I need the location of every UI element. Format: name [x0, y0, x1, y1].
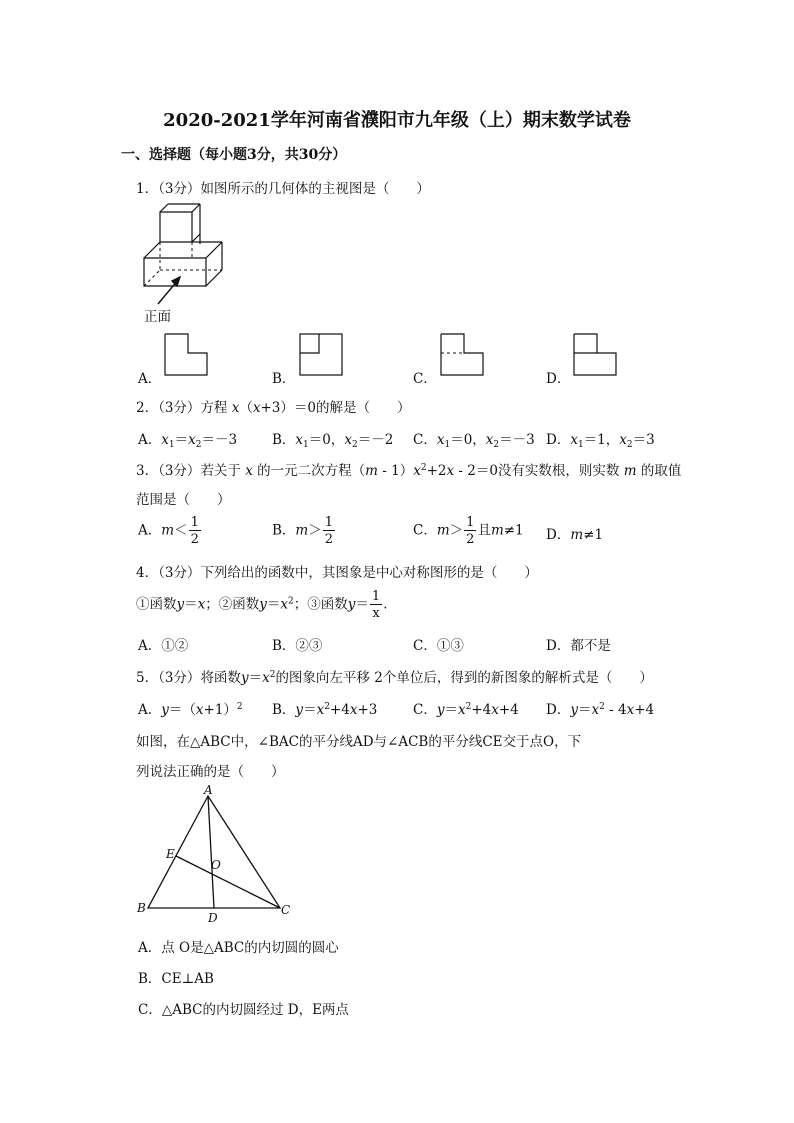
q6-option-c[interactable]: C．△ABC的内切圆经过 D，E两点 [138, 1002, 349, 1018]
q6-point-b: B [137, 901, 146, 915]
question-1: 1．（3分）如图所示的几何体的主视图是（ ） [136, 181, 430, 197]
question-6: 如图，在△ABC中，∠BAC的平分线AD与∠ACB的平分线CE交于点O，下 [136, 734, 582, 750]
q5-option-b[interactable]: B．$y=x^2+4x+3$ [272, 702, 378, 718]
question-3-line2: 范围是（ ） [136, 492, 231, 508]
q2-option-a[interactable]: A．$x_1=x_2=-3$ [138, 432, 238, 450]
q1-option-c-label[interactable]: C． [413, 371, 437, 387]
q2-option-d[interactable]: D．$x_1=1$，$x_2=3$ [546, 432, 655, 450]
q2-option-b[interactable]: B．$x_1=0$，$x_2=-2$ [272, 432, 394, 450]
q5-option-c[interactable]: C．$y=x^2+4x+4$ [413, 702, 519, 718]
q1-figure-label: 正面 [144, 309, 171, 325]
question-2: 2．（3分）方程 x（x+3）＝0的解是（ ） [136, 400, 411, 416]
q1-option-d-label[interactable]: D． [546, 371, 571, 387]
q1-option-d-figure [573, 333, 619, 377]
section-heading: 一、选择题（每小题3分，共30分） [121, 147, 347, 163]
page-title: 2020-2021学年河南省濮阳市九年级（上）期末数学试卷 [163, 110, 631, 131]
q2-option-c[interactable]: C．$x_1=0$，$x_2=-3$ [413, 432, 535, 450]
q6-point-c: C [281, 903, 291, 917]
q3-option-a[interactable]: A．m＜ $\frac{1}{2}$ [138, 515, 199, 547]
q4-option-c[interactable]: C．①③ [413, 638, 464, 654]
q4-option-b[interactable]: B．②③ [272, 638, 323, 654]
question-4: 4．（3分）下列给出的函数中，其图象是中心对称图形的是（ ） [136, 565, 538, 581]
q4-option-d[interactable]: D．都不是 [546, 638, 611, 654]
question-3: 3．（3分）若关于 x 的一元二次方程$(m - 1)x^2+2x - 2=0$没有实数根，则实数 m 的取值 [136, 463, 682, 479]
q1-option-b-figure [299, 333, 345, 377]
question-6-line2: 列说法正确的是（ ） [136, 764, 285, 780]
q6-option-b[interactable]: B．CE⊥AB [138, 971, 214, 987]
q3-option-d[interactable]: D．m≠1 [546, 527, 604, 543]
q6-point-a: A [204, 784, 213, 797]
q1-option-a-label[interactable]: A． [138, 371, 162, 387]
question-5: 5．（3分）将函数$y=x^2$的图象向左平移 2个单位后，得到的新图象的解析式是（ ） [136, 670, 653, 686]
q6-point-d: D [208, 911, 218, 925]
q1-option-a-figure [164, 333, 210, 377]
q5-option-a[interactable]: A．$y=(x+1)^2$ [138, 702, 243, 718]
q6-point-o: O [211, 858, 221, 872]
q6-triangle-figure [134, 784, 304, 926]
question-4-functions: ①函数y＝x；②函数$y=x^2$；③函数y＝ $\frac{1}{x}$ . [136, 589, 388, 621]
q3-option-b[interactable]: B．m＞ $\frac{1}{2}$ [272, 515, 334, 547]
q5-option-d[interactable]: D．$y=x^2 - 4x+4$ [546, 702, 655, 718]
q3-option-c[interactable]: C．m＞ $\frac{1}{2}$ 且m≠1 [413, 515, 524, 547]
q1-option-c-figure [440, 333, 486, 377]
q6-point-e: E [166, 847, 175, 861]
q1-option-b-label[interactable]: B． [272, 371, 296, 387]
q6-option-a[interactable]: A．点 O是△ABC的内切圆的圆心 [138, 940, 339, 956]
q4-option-a[interactable]: A．①② [138, 638, 189, 654]
